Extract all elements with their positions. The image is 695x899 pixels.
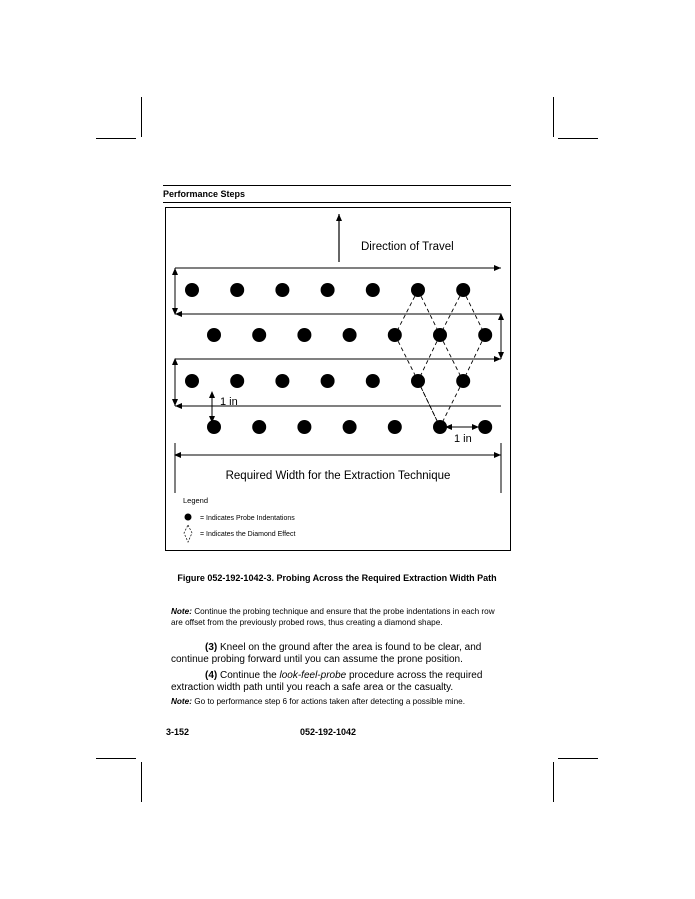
width-label: Required Width for the Extraction Technique xyxy=(225,470,451,482)
vertical-spacing-label: 1 in xyxy=(220,396,238,408)
probe-dot xyxy=(388,328,402,342)
probe-dot xyxy=(411,283,425,297)
step-text-after: procedure across the required extraction width path until you reach a safe area or the casualty. xyxy=(171,670,483,693)
probe-dot xyxy=(456,374,470,388)
probe-dot xyxy=(433,328,447,342)
probe-dot xyxy=(207,328,221,342)
probe-dot xyxy=(411,374,425,388)
note-2 xyxy=(171,696,506,707)
probe-dot xyxy=(388,420,402,434)
probe-dot xyxy=(230,283,244,297)
note-text: Continue the probing technique and ensure that the probe indentations in each row are offset from the previously probed rows, thus creating a diamond shape. xyxy=(171,607,495,627)
probing-diagram xyxy=(165,207,511,551)
page-number: 3-152 xyxy=(166,727,190,737)
probe-dot xyxy=(297,328,311,342)
task-number: 052-192-1042 xyxy=(300,727,357,737)
legend-diamond-text: = Indicates the Diamond Effect xyxy=(200,531,296,538)
probe-dot xyxy=(252,420,266,434)
step-4 xyxy=(171,670,506,694)
probing-figure xyxy=(165,207,511,551)
legend-title: Legend xyxy=(183,496,209,505)
note-label: Note: xyxy=(171,697,192,706)
probe-dot xyxy=(478,420,492,434)
note-1 xyxy=(171,606,506,628)
probe-dot xyxy=(456,283,470,297)
direction-label: Direction of Travel xyxy=(361,241,454,253)
crop-mark xyxy=(558,138,598,139)
section-header xyxy=(163,185,511,203)
legend-probe-text: = Indicates Probe Indentations xyxy=(200,515,295,522)
crop-mark xyxy=(96,758,136,759)
probe-dot xyxy=(297,420,311,434)
legend-dot-icon xyxy=(185,514,192,521)
probe-dot xyxy=(275,283,289,297)
crop-mark xyxy=(558,758,598,759)
step-text-before: Continue the xyxy=(217,670,280,681)
horizontal-spacing-label: 1 in xyxy=(454,433,472,445)
probe-dot xyxy=(275,374,289,388)
note-label: Note: xyxy=(171,607,192,616)
crop-mark xyxy=(141,97,142,137)
figure-caption: Figure 052-192-1042-3. Probing Across the Required Extraction Width Path xyxy=(177,573,497,583)
probe-dot xyxy=(321,374,335,388)
crop-mark xyxy=(553,97,554,137)
probe-dot xyxy=(252,328,266,342)
crop-mark xyxy=(96,138,136,139)
note-text: Go to performance step 6 for actions taken after detecting a possible mine. xyxy=(191,697,465,706)
probe-dot xyxy=(185,283,199,297)
crop-mark xyxy=(141,762,142,802)
step-text-italic: look-feel-probe xyxy=(279,670,347,681)
probe-dot xyxy=(343,420,357,434)
probe-dot xyxy=(366,283,380,297)
step-text: Kneel on the ground after the area is found to be clear, and continue probing forward until you can assume the prone position. xyxy=(171,642,482,665)
step-number: (3) xyxy=(205,642,218,653)
probe-dot xyxy=(321,283,335,297)
probe-dot xyxy=(366,374,380,388)
section-title: Performance Steps xyxy=(163,189,246,199)
probe-dot xyxy=(207,420,221,434)
probe-dot xyxy=(433,420,447,434)
probe-dot xyxy=(343,328,357,342)
step-number: (4) xyxy=(205,670,218,681)
probe-dot xyxy=(185,374,199,388)
probe-dot xyxy=(478,328,492,342)
step-3 xyxy=(171,642,506,666)
probe-dot xyxy=(230,374,244,388)
crop-mark xyxy=(553,762,554,802)
